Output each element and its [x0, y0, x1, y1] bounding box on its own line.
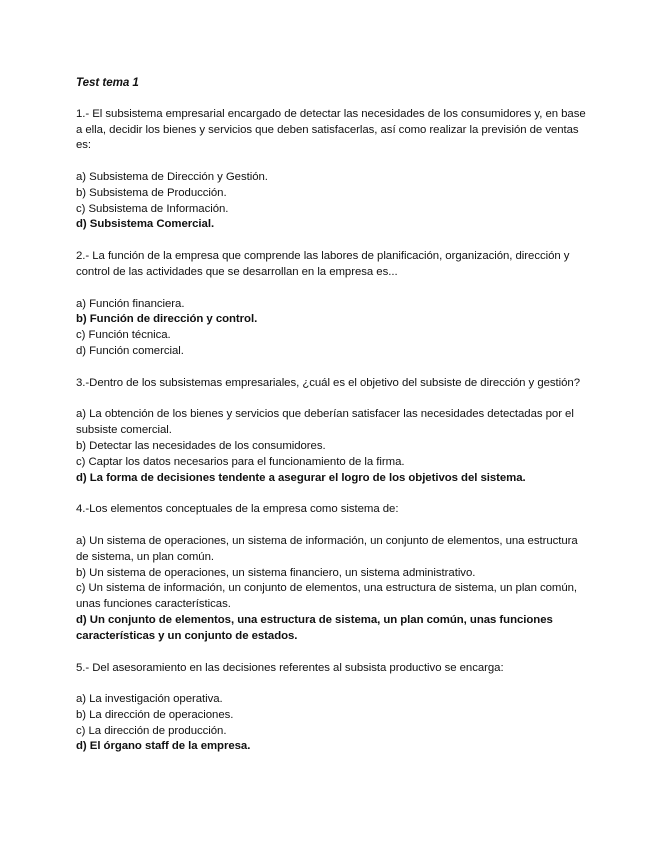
- question-text: 5.- Del asesoramiento en las decisiones referentes al subsista productivo se encarga:: [76, 661, 504, 674]
- question-4: [76, 502, 586, 644]
- question-text: 3.-Dentro de los subsistemas empresariales, ¿cuál es el objetivo del subsiste de dirección y gestión?: [76, 376, 580, 389]
- answer-option-a: a) La investigación operativa.: [76, 693, 223, 706]
- document-title: Test tema 1: [76, 76, 139, 89]
- answer-option-c: c) Función técnica.: [76, 329, 171, 342]
- answer-option-b: b) Subsistema de Producción.: [76, 186, 227, 199]
- answer-option-d: d) Un conjunto de elementos, una estructura de sistema, un plan común, unas funciones características y un conjunto de estados.: [76, 613, 553, 642]
- answer-option-b: b) La dirección de operaciones.: [76, 708, 234, 721]
- answer-option-b: b) Detectar las necesidades de los consumidores.: [76, 439, 326, 452]
- question-text: 4.-Los elementos conceptuales de la empresa como sistema de:: [76, 503, 399, 516]
- answer-option-a: a) La obtención de los bienes y servicios que deberían satisfacer las necesidades detectadas por el subsiste comercial.: [76, 408, 574, 437]
- question-text: 2.- La función de la empresa que comprende las labores de planificación, organización, dirección y control de las actividades que se desarrollan en la empresa es...: [76, 250, 570, 278]
- answer-option-c: c) Captar los datos necesarios para el funcionamiento de la firma.: [76, 455, 405, 468]
- answer-option-a: a) Función financiera.: [76, 297, 185, 310]
- answer-option-a: a) Subsistema de Dirección y Gestión.: [76, 170, 268, 183]
- question-3: [76, 376, 586, 487]
- answer-option-d: d) Subsistema Comercial.: [76, 218, 215, 231]
- answer-option-c: c) Subsistema de Información.: [76, 202, 229, 215]
- question-2: [76, 249, 586, 360]
- question-1: [76, 107, 586, 233]
- question-text: 1.- El subsistema empresarial encargado de detectar las necesidades de los consumidores y, en base a ella, decidir los bienes y servicios que deben satisfacerlas, así como realizar la previsión de ventas es:: [76, 107, 586, 152]
- answer-option-c: c) Un sistema de información, un conjunto de elementos, una estructura de sistema, un plan común, unas funciones características.: [76, 582, 578, 611]
- answer-option-a: a) Un sistema de operaciones, un sistema de información, un conjunto de elementos, una estructura de sistema, un plan común.: [76, 534, 578, 563]
- answer-option-d: d) La forma de decisiones tendente a asegurar el logro de los objetivos del sistema.: [76, 471, 526, 484]
- question-5: [76, 661, 586, 756]
- answer-option-d: d) El órgano staff de la empresa.: [76, 740, 251, 753]
- document-page: [76, 75, 586, 771]
- answer-option-b: b) Un sistema de operaciones, un sistema financiero, un sistema administrativo.: [76, 566, 476, 579]
- answer-option-d: d) Función comercial.: [76, 344, 184, 357]
- answer-option-b: b) Función de dirección y control.: [76, 313, 258, 326]
- answer-option-c: c) La dirección de producción.: [76, 724, 227, 737]
